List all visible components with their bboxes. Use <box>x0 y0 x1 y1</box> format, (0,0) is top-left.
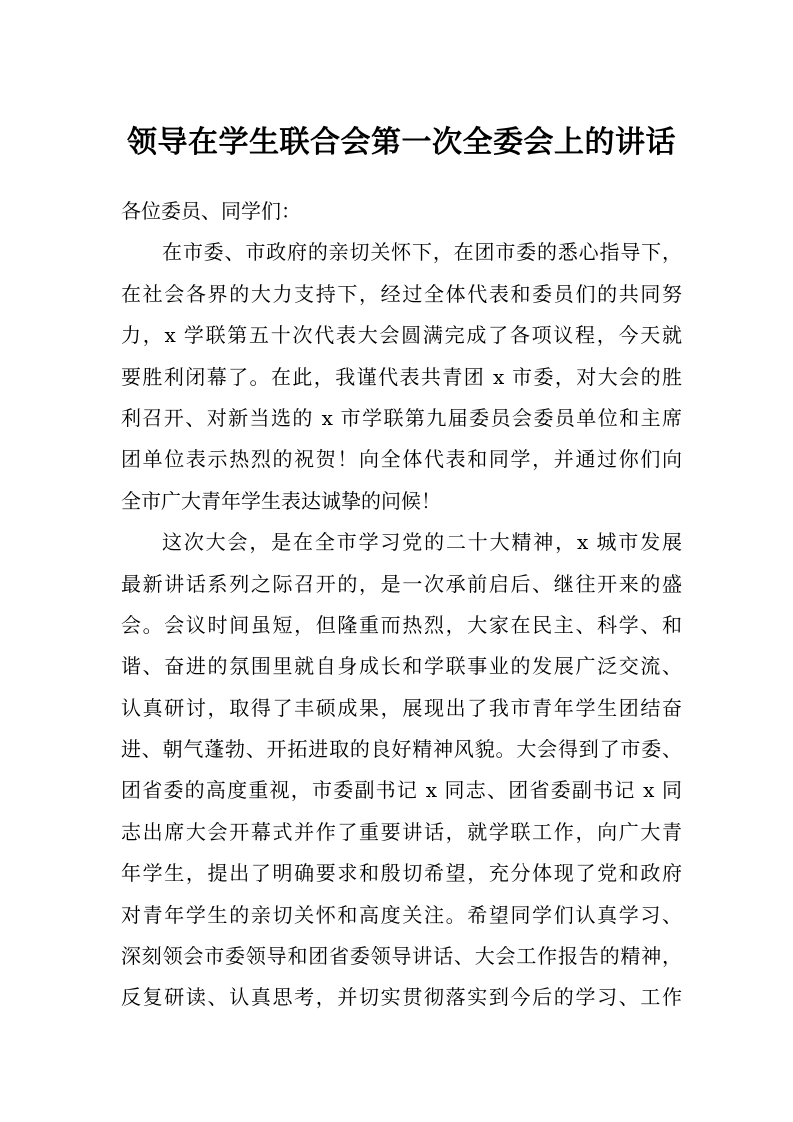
text-line: 志出席大会开幕式并作了重要讲话，就学联工作，向广大青 <box>121 819 682 844</box>
text-line: 认真研讨，取得了丰硕成果，展现出了我市青年学生团结奋 <box>121 695 682 720</box>
text-line: 利召开、对新当选的 x 市学联第九届委员会委员单位和主席 <box>121 405 682 430</box>
text-line: 要胜利闭幕了。在此，我谨代表共青团 x 市委，对大会的胜 <box>121 364 682 389</box>
text-line: 这次大会，是在全市学习党的二十大精神，x 城市发展 <box>162 530 682 555</box>
text-line: 力，x 学联第五十次代表大会圆满完成了各项议程，今天就 <box>121 323 682 348</box>
text-line: 全市广大青年学生表达诚挚的问候！ <box>121 488 441 513</box>
text-line: 反复研读、认真思考，并切实贯彻落实到今后的学习、工作 <box>121 985 682 1010</box>
text-line: 在市委、市政府的亲切关怀下，在团市委的悉心指导下， <box>162 240 682 265</box>
text-line: 团单位表示热烈的祝贺！向全体代表和同学，并通过你们向 <box>121 447 682 472</box>
text-line: 会。会议时间虽短，但隆重而热烈，大家在民主、科学、和 <box>121 612 682 637</box>
text-line: 谐、奋进的氛围里就自身成长和学联事业的发展广泛交流、 <box>121 654 682 679</box>
document-body <box>121 191 682 1019</box>
text-line: 团省委的高度重视，市委副书记 x 同志、团省委副书记 x 同 <box>121 778 682 803</box>
document-title: 领导在学生联合会第一次全委会上的讲话 <box>127 125 676 160</box>
text-line: 深刻领会市委领导和团省委领导讲话、大会工作报告的精神， <box>121 944 682 969</box>
text-line: 进、朝气蓬勃、开拓进取的良好精神风貌。大会得到了市委、 <box>121 737 682 762</box>
text-line: 最新讲话系列之际召开的，是一次承前启后、继往开来的盛 <box>121 571 682 596</box>
text-line: 在社会各界的大力支持下，经过全体代表和委员们的共同努 <box>121 281 682 306</box>
text-line: 年学生，提出了明确要求和殷切希望，充分体现了党和政府 <box>121 861 682 886</box>
greeting-line: 各位委员、同学们： <box>121 199 301 223</box>
text-line: 对青年学生的亲切关怀和高度关注。希望同学们认真学习、 <box>121 902 682 927</box>
